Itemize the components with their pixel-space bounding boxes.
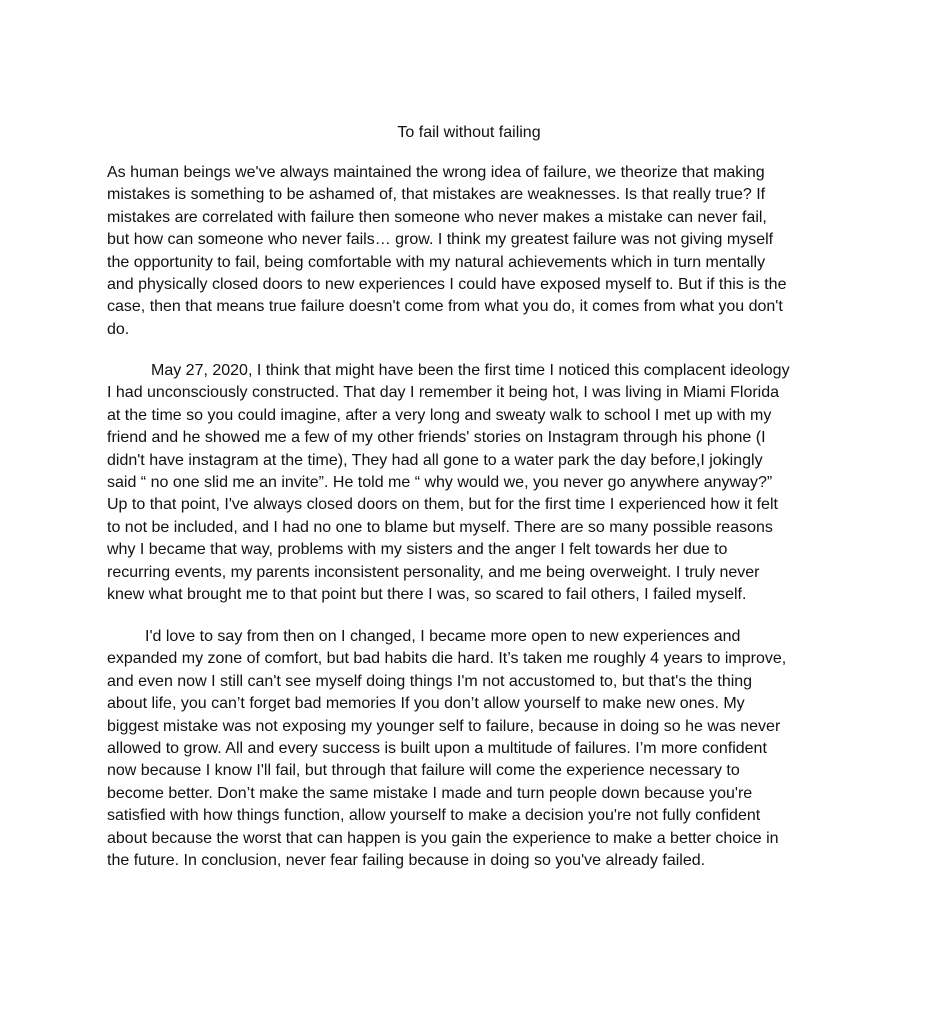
paragraph-line: As human beings we've always maintained the wrong idea of failure, we theorize that making [107, 164, 765, 181]
paragraph-line: at the time so you could imagine, after a very long and sweaty walk to school I met up with my [107, 406, 772, 424]
paragraph-1 [107, 162, 837, 341]
paragraph-line: why I became that way, problems with my sisters and the anger I felt towards her due to [107, 541, 728, 559]
paragraph-line: satisfied with how things function, allow yourself to make a decision you're not fully confident [107, 807, 761, 825]
paragraph-line: about because the worst that can happen is you gain the experience to make a better choice in [107, 829, 779, 847]
paragraph-line: case, then that means true failure doesn't come from what you do, it comes from what you don't [107, 298, 783, 316]
paragraph-line: to not be included, and I had no one to blame but myself. There are so many possible reasons [107, 518, 773, 536]
paragraph-line: biggest mistake was not exposing my younger self to failure, because in doing so he was never [107, 717, 781, 735]
paragraph-line: May 27, 2020, I think that might have been the first time I noticed this complacent ideology [151, 362, 790, 379]
paragraph-line: friend and he showed me a few of my other friends' stories on Instagram through his phone (I [107, 429, 766, 447]
paragraph-3 [107, 626, 837, 872]
paragraph-line: about life, you can’t forget bad memories If you don’t allow yourself to make new ones. My [107, 695, 745, 713]
paragraph-line: and physically closed doors to new experiences I could have exposed myself to. But if this is the [107, 275, 787, 293]
paragraph-line: mistakes is something to be ashamed of, that mistakes are weaknesses. Is that really true? If [107, 186, 766, 204]
paragraph-line: now because I know I'll fail, but through that failure will come the experience necessary to [107, 762, 740, 780]
paragraph-line: recurring events, my parents inconsistent personality, and me being overweight. I truly never [107, 563, 760, 581]
paragraph-line: do. [107, 320, 130, 338]
paragraph-line: I'd love to say from then on I changed, I became more open to new experiences and [145, 628, 741, 645]
paragraph-2 [107, 360, 837, 606]
paragraph-line: mistakes are correlated with failure then someone who never makes a mistake can never fail, [107, 208, 767, 226]
paragraph-line: Up to that point, I've always closed doors on them, but for the first time I experienced how it felt [107, 496, 778, 514]
paragraph-line: didn't have instagram at the time), They had all gone to a water park the day before,I jokingly [107, 451, 763, 469]
paragraph-line: expanded my zone of comfort, but bad habits die hard. It’s taken me roughly 4 years to improve, [107, 650, 787, 668]
paragraph-line: but how can someone who never fails… grow. I think my greatest failure was not giving myself [107, 231, 774, 249]
paragraph-line: I had unconsciously constructed. That day I remember it being hot, I was living in Miami Florida [107, 384, 780, 402]
paragraph-line: knew what brought me to that point but there I was, so scared to fail others, I failed myself. [107, 585, 747, 603]
paragraph-line: said “ no one slid me an invite”. He told me “ why would we, you never go anywhere anyway?” [107, 473, 773, 491]
paragraph-line: become better. Don’t make the same mistake I made and turn people down because you're [107, 784, 753, 802]
paragraph-line: allowed to grow. All and every success is built upon a multitude of failures. I’m more confident [107, 739, 767, 757]
paragraph-line: and even now I still can't see myself doing things I'm not accustomed to, but that's the thing [107, 672, 753, 690]
paragraph-line: the opportunity to fail, being comfortable with my natural achievements which in turn mentally [107, 253, 766, 271]
document-title: To fail without failing [397, 124, 541, 141]
paragraph-line: the future. In conclusion, never fear failing because in doing so you've already failed. [107, 851, 706, 869]
